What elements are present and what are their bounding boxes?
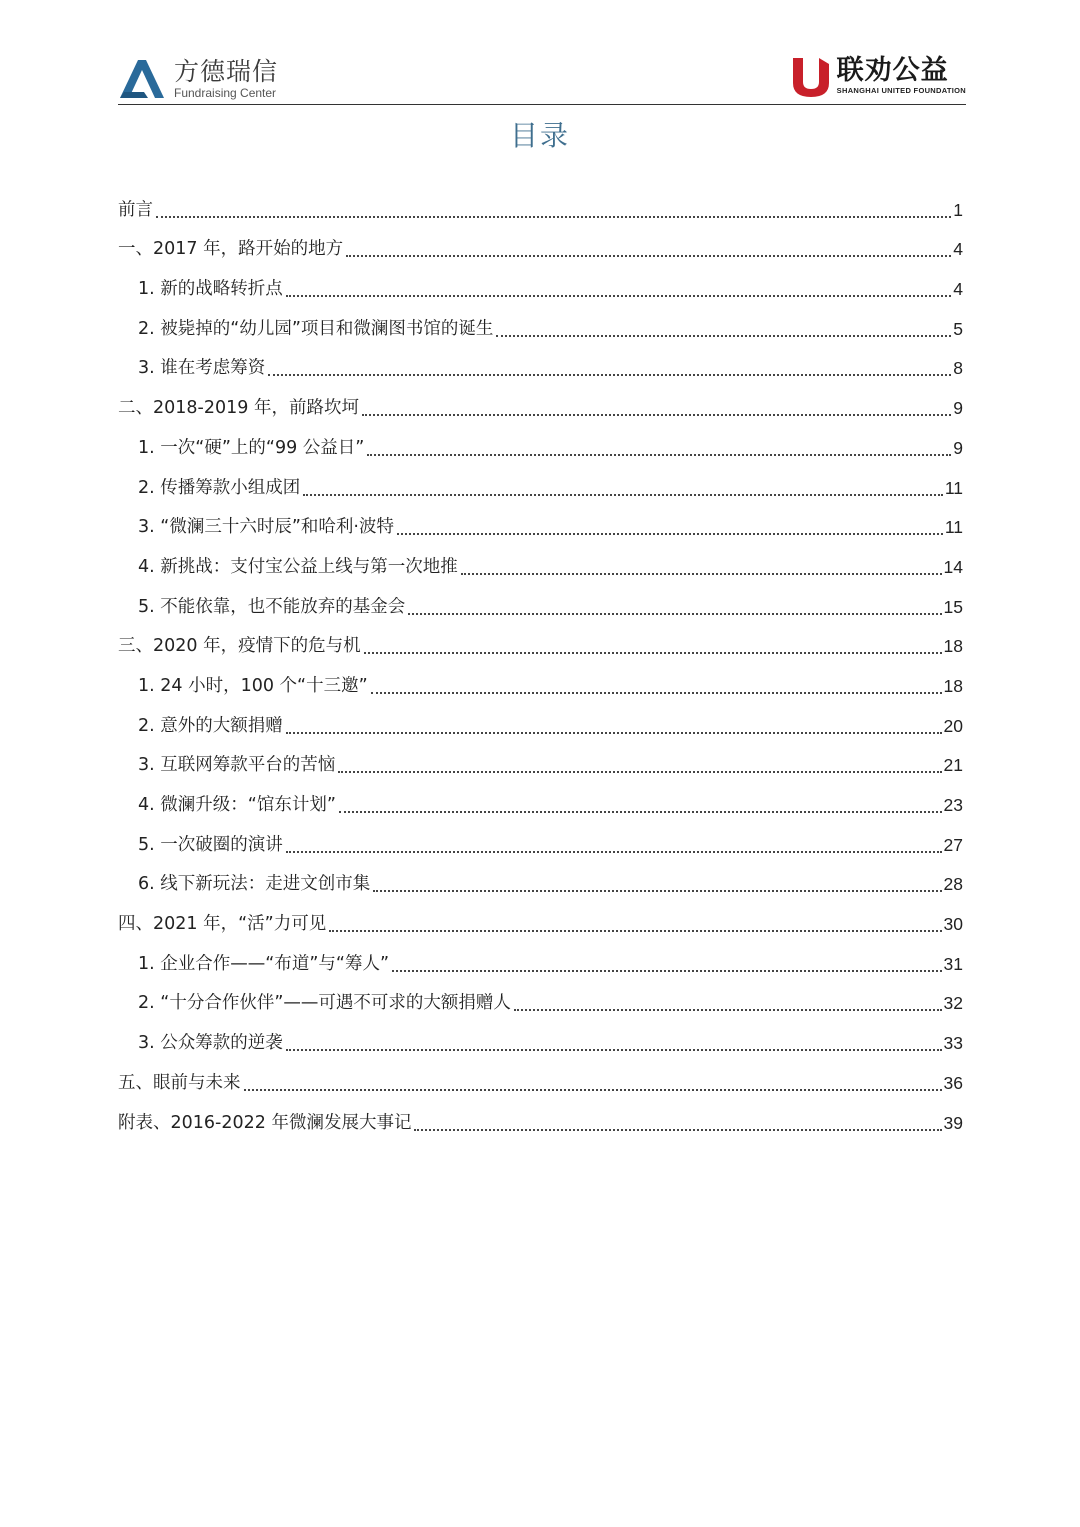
- toc-entry[interactable]: [118, 585, 963, 625]
- toc-entry[interactable]: [118, 783, 963, 823]
- toc-leader-dots: [408, 612, 941, 615]
- toc-entry[interactable]: [118, 426, 963, 466]
- toc-entry[interactable]: [118, 386, 963, 426]
- left-logo-name-en: Fundraising Center: [174, 86, 277, 100]
- right-logo-name-en: SHANGHAI UNITED FOUNDATION: [836, 86, 966, 95]
- toc-entry-title: 3. 谁在考虑筹资: [138, 358, 266, 379]
- united-foundation-logo: [791, 56, 966, 100]
- toc-leader-dots: [329, 929, 941, 932]
- toc-entry[interactable]: [118, 902, 963, 942]
- fundraising-center-a-icon: [118, 58, 166, 100]
- toc-leader-dots: [514, 1008, 942, 1011]
- toc-entry-title: 5. 一次破圈的演讲: [138, 834, 283, 855]
- toc-entry[interactable]: [118, 744, 963, 784]
- page-header: [118, 52, 966, 105]
- toc-entry-page: 30: [943, 914, 963, 935]
- toc-entry-title: 4. 新挑战：支付宝公益上线与第一次地推: [138, 556, 458, 577]
- toc-entry-title: 4. 微澜升级：“馆东计划”: [138, 795, 336, 815]
- toc-entry-page: 8: [953, 358, 963, 379]
- toc-entry[interactable]: [118, 625, 963, 665]
- toc-entry-title: 2. 被毙掉的“幼儿园”项目和微澜图书馆的诞生: [138, 318, 494, 339]
- page-title: 目录: [509, 119, 570, 152]
- toc-entry-page: 39: [943, 1112, 963, 1133]
- toc-entry[interactable]: [118, 466, 963, 506]
- toc-entry[interactable]: [118, 704, 963, 744]
- toc-entry-title: 2. 传播筹款小组成团: [138, 477, 301, 498]
- toc-entry-page: 11: [944, 477, 963, 498]
- toc-entry-title: 3. 互联网筹款平台的苦恼: [138, 755, 336, 776]
- toc-leader-dots: [392, 969, 942, 972]
- toc-leader-dots: [346, 254, 951, 257]
- toc-leader-dots: [362, 413, 951, 416]
- toc-entry[interactable]: [118, 982, 963, 1022]
- toc-entry-page: 18: [943, 675, 963, 696]
- toc-entry-page: 21: [943, 755, 963, 776]
- toc-entry-page: 4: [953, 239, 963, 260]
- toc-leader-dots: [286, 731, 942, 734]
- toc-entry[interactable]: [118, 545, 963, 585]
- fundraising-center-logo: [118, 58, 278, 102]
- toc-leader-dots: [338, 770, 941, 773]
- toc-leader-dots: [371, 691, 942, 694]
- toc-entry-page: 4: [953, 279, 963, 300]
- toc-leader-dots: [367, 453, 951, 456]
- toc-entry[interactable]: [118, 188, 963, 228]
- toc-entry-title: 2. “十分合作伙伴”——可遇不可求的大额捐赠人: [138, 993, 511, 1014]
- toc-entry-page: 9: [953, 437, 963, 458]
- toc-leader-dots: [303, 493, 943, 496]
- toc-entry-page: 27: [943, 834, 963, 855]
- toc-entry[interactable]: [118, 307, 963, 347]
- toc-entry[interactable]: [118, 942, 963, 982]
- toc-entry[interactable]: [118, 664, 963, 704]
- toc-leader-dots: [244, 1088, 942, 1091]
- toc-entry-page: 11: [944, 517, 963, 538]
- toc-entry[interactable]: [118, 1021, 963, 1061]
- toc-leader-dots: [496, 334, 951, 337]
- toc-leader-dots: [286, 850, 942, 853]
- toc-entry[interactable]: [118, 863, 963, 903]
- toc-entry-title: 3. 公众筹款的逆袭: [138, 1033, 283, 1054]
- toc-entry-title: 6. 线下新玩法：走进文创市集: [138, 874, 371, 895]
- right-logo-name-cn: 联劝公益: [836, 55, 949, 86]
- toc-leader-dots: [339, 810, 942, 813]
- toc-entry-page: 36: [943, 1072, 963, 1093]
- toc-entry[interactable]: [118, 347, 963, 387]
- toc-entry-title: 附表、2016-2022 年微澜发展大事记: [118, 1112, 412, 1133]
- toc-entry[interactable]: [118, 506, 963, 546]
- toc-entry-title: 2. 意外的大额捐赠: [138, 715, 283, 736]
- toc-entry-title: 1. 24 小时，100 个“十三邀”: [138, 675, 368, 696]
- toc-leader-dots: [461, 572, 942, 575]
- toc-entry[interactable]: [118, 1061, 963, 1101]
- toc-entry-page: 18: [943, 636, 963, 657]
- toc-leader-dots: [156, 215, 951, 218]
- toc-entry[interactable]: [118, 1101, 963, 1141]
- toc-leader-dots: [414, 1128, 941, 1131]
- toc-leader-dots: [268, 373, 951, 376]
- toc-entry-page: 20: [943, 715, 963, 736]
- toc-entry-page: 23: [943, 795, 963, 815]
- toc-entry[interactable]: [118, 228, 963, 268]
- toc-entry-page: 1: [953, 199, 963, 220]
- toc-entry-title: 1. 新的战略转折点: [138, 279, 283, 300]
- united-foundation-u-icon: [791, 56, 833, 98]
- toc-leader-dots: [286, 294, 952, 297]
- toc-entry-title: 5. 不能依靠，也不能放弃的基金会: [138, 596, 406, 617]
- toc-entry[interactable]: [118, 267, 963, 307]
- toc-leader-dots: [373, 889, 941, 892]
- toc-entry-page: 15: [943, 596, 963, 617]
- toc-entry-page: 14: [943, 556, 963, 577]
- toc-entry-title: 1. 企业合作——“布道”与“筹人”: [138, 953, 390, 974]
- toc-entry-title: 3. “微澜三十六时辰”和哈利·波特: [138, 517, 394, 538]
- toc-entry-page: 31: [943, 953, 963, 974]
- toc-leader-dots: [364, 651, 942, 654]
- toc-entry[interactable]: [118, 823, 963, 863]
- toc-entry-title: 前言: [118, 199, 153, 220]
- toc-leader-dots: [397, 532, 943, 535]
- table-of-contents: [118, 188, 963, 1141]
- left-logo-name-cn: 方德瑞信: [174, 57, 279, 86]
- toc-entry-title: 四、2021 年，“活”力可见: [118, 914, 327, 935]
- toc-entry-page: 5: [953, 318, 963, 339]
- toc-entry-title: 二、2018-2019 年，前路坎坷: [118, 398, 359, 419]
- toc-entry-title: 一、2017 年，路开始的地方: [118, 239, 344, 260]
- toc-entry-page: 9: [953, 398, 963, 419]
- toc-entry-title: 三、2020 年，疫情下的危与机: [118, 636, 361, 657]
- toc-leader-dots: [286, 1048, 942, 1051]
- toc-entry-page: 32: [943, 993, 963, 1014]
- toc-entry-title: 1. 一次“硬”上的“99 公益日”: [138, 437, 365, 458]
- toc-entry-title: 五、眼前与未来: [118, 1072, 241, 1093]
- toc-entry-page: 28: [943, 874, 963, 895]
- toc-entry-page: 33: [943, 1033, 963, 1054]
